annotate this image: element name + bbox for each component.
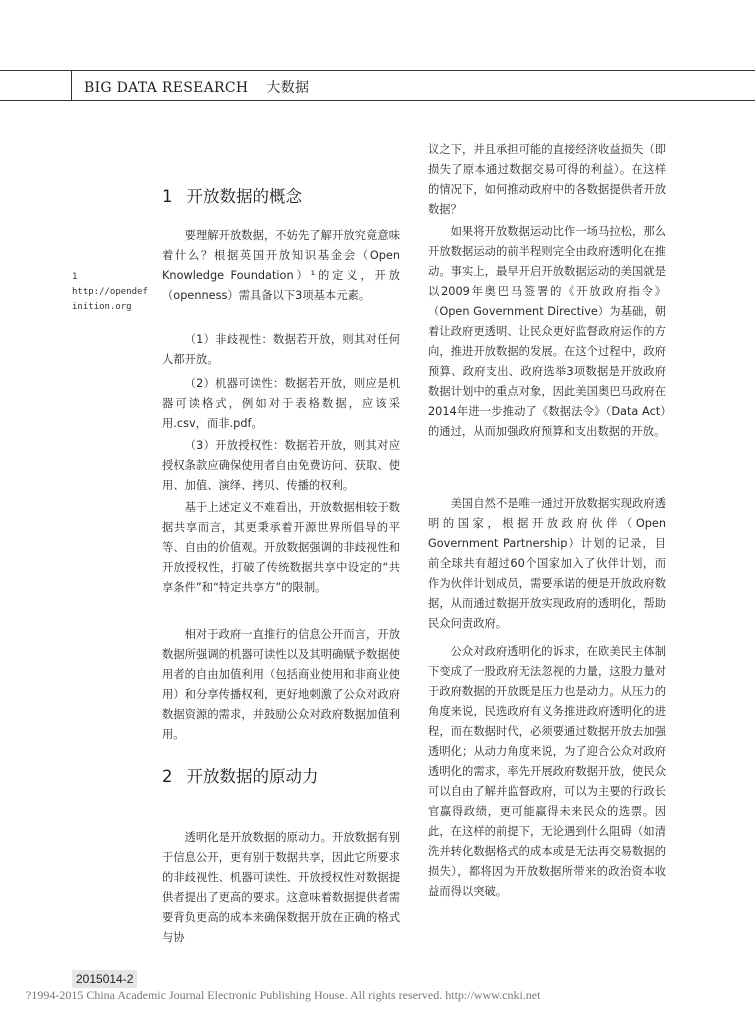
paragraph: （3）开放授权性：数据若开放，则其对应授权条款应确保使用者自由免费访问、获取、使用、加值、演绎、拷贝、传播的权利。 (162, 439, 400, 492)
section-2-heading (162, 763, 319, 787)
section-1-title: 开放数据的概念 (186, 187, 302, 206)
section-1-heading (162, 183, 302, 207)
sidenote-number: 1 (72, 272, 78, 282)
header-divider (71, 70, 72, 100)
running-header (84, 77, 309, 97)
page-code: 2015014-2 (72, 970, 137, 988)
section-2-number: 2 (162, 767, 173, 786)
header-top-rule (0, 70, 755, 71)
paragraph: （1）非歧视性：数据若开放，则其对任何人都开放。 (162, 333, 400, 366)
section-2-title: 开放数据的原动力 (186, 767, 319, 786)
sidenote (72, 270, 152, 315)
paragraph: 基于上述定义不难看出，开放数据相较于数据共享而言，其更秉承着开源世界所倡导的平等、自由的价值观。开放数据强调的非歧视性和开放授权性，打破了传统数据共享中设定的“共享条件”和“特定共享方”的限制。 (162, 501, 400, 594)
paragraph: 透明化是开放数据的原动力。开放数据有别于信息公开，更有别于数据共享，因此它所要求的非歧视性、机器可读性、开放授权性对数据提供者提出了更高的要求。这意味着数据提供者需要背负更高的成本来确保数据开放在正确的格式与协 (162, 831, 400, 944)
paragraph: 要理解开放数据，不妨先了解开放究竟意味着什么？根据英国开放知识基金会（Open Knowledge Foundation）¹的定义，开放（openness）需具备以下3项基本元素。 (162, 229, 400, 302)
sidenote-url: http://opendefinition.org (72, 287, 148, 312)
section-1-number: 1 (162, 187, 173, 206)
paragraph: 如果将开放数据运动比作一场马拉松，那么开放数据运动的前半程则完全由政府透明化在推动。事实上，最早开启开放数据运动的美国就是以2009年奥巴马签署的《开放政府指令》（Open Government Directive）为基础，朝着让政府更透明、让民众更好监督政府运作的方向，推进开放数据的发展。在这个过程中，政府预算、政府支出、政府选举3项数据是开放政府数据计划中的重点对象，因此美国奥巴马政府在2014年进一步推动了《数据法令》（Data Act）的通过，从而加强政府预算和支出数据的开放。 (428, 225, 666, 438)
journal-title: BIG DATA RESEARCH (84, 80, 249, 96)
paragraph: 公众对政府透明化的诉求，在欧美民主体制下变成了一股政府无法忽视的力量，这股力量对于政府数据的开放既是压力也是动力。从压力的角度来说，民选政府有义务推进政府透明化的进程，而在数据时代，必须要通过数据开放去加强透明化；从动力角度来说，为了迎合公众对政府透明化的需求，率先开展政府数据开放，使民众可以自由了解并监督政府，可以为主要的行政长官赢得政绩，更可能赢得未来民众的选票。因此，在这样的前提下，无论遇到什么阻碍（如清洗并转化数据格式的成本或是无法再交易数据的损失），都将因为开放数据所带来的政治资本收益而得以突破。 (428, 645, 666, 898)
paragraph: 相对于政府一直推行的信息公开而言，开放数据所强调的机器可读性以及其明确赋予数据使用者的自由加值利用（包括商业使用和非商业使用）和分享传播权利，更好地刺激了公众对政府数据资源的需求，并鼓励公众对政府数据加值利用。 (162, 628, 400, 741)
copyright-footer: ?1994-2015 China Academic Journal Electronic Publishing House. All rights reserved. http://www.cnki.net (26, 988, 541, 1002)
paragraph: 议之下，并且承担可能的直接经济收益损失（即损失了原本通过数据交易可得的利益）。在这样的情况下，如何推动政府中的各数据提供者开放数据？ (428, 143, 666, 216)
paragraph: 美国自然不是唯一通过开放数据实现政府透明的国家，根据开放政府伙伴（Open Government Partnership）计划的记录，目前全球共有超过60个国家加入了伙伴计划，而作为伙伴计划成员，需要承诺的便是开放政府数据，从而通过数据开放实现政府的透明化，帮助民众问责政府。 (428, 497, 666, 630)
journal-title-cn: 大数据 (266, 80, 310, 96)
header-bottom-rule (0, 100, 755, 101)
paragraph: （2）机器可读性：数据若开放，则应是机器可读格式，例如对于表格数据，应该采用.csv，而非.pdf。 (162, 377, 400, 430)
